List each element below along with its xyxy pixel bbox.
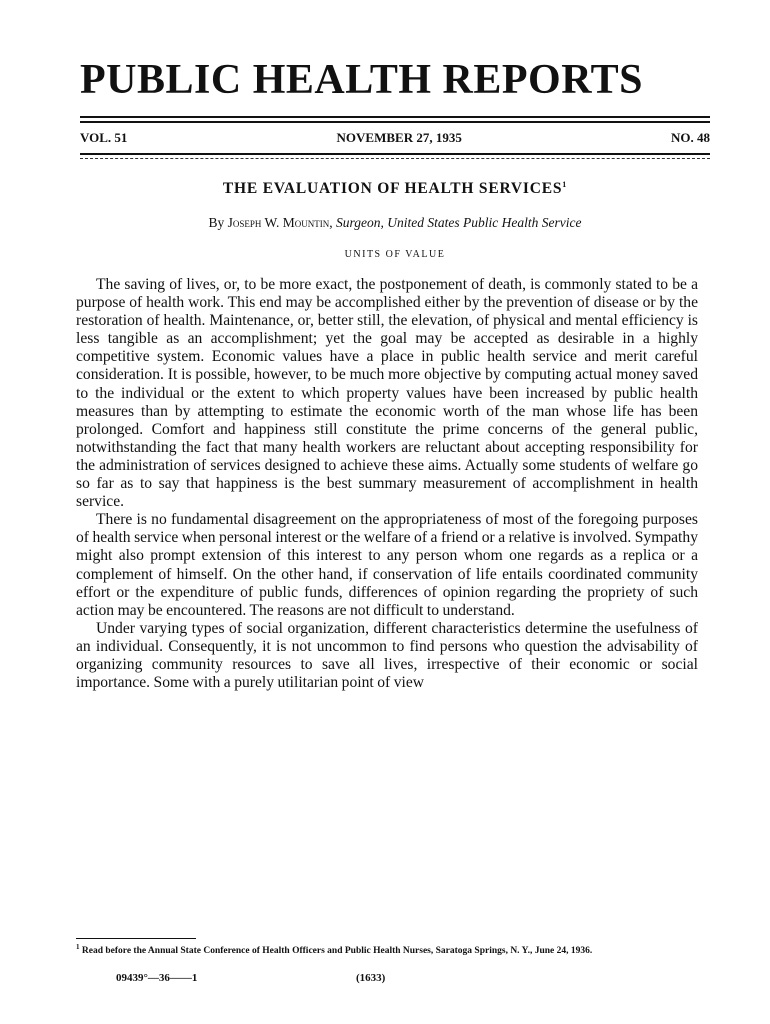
article-body bbox=[76, 276, 698, 692]
issue-date: NOVEMBER 27, 1935 bbox=[336, 130, 462, 145]
paragraph: The saving of lives, or, to be more exact, the postponement of death, is commonly stated to be a purpose of health work. This end may be accomplished either by the prevention of disease or by the restoration of health. Maintenance, or, better still, the elevation, of physical and mental efficiency is less tangible as an accomplishment; yet the goal may be accepted as desirable in a highly competitive system. Economic values have a place in public health service and merit careful consideration. It is possible, however, to be much more objective by computing actual money saved to the individual or the extent to which property values have been increased by public health measures than by attempting to estimate the economic worth of the man whose life has been prolonged. Comfort and happiness still constitute the prime concerns of the general public, notwithstanding the fact that many health workers are reluctant about accepting responsibility for the administration of services designed to achieve these aims. Actually some students of welfare go so far as to say that happiness is the best summary measurement of accomplishment in health service. bbox=[76, 276, 698, 511]
masthead-rule-double bbox=[80, 121, 710, 123]
print-code: 09439°—36——1 bbox=[116, 972, 198, 984]
paragraph: Under varying types of social organization, different characteristics determine the usefulness of an individual. Consequently, it is not uncommon to find persons who question the advisability of organizing community resources to save all lives, irrespective of their economic or social importance. Some with a purely utilitarian point of view bbox=[76, 619, 698, 692]
issue-line bbox=[80, 128, 710, 148]
issue-rule-bottom bbox=[80, 153, 710, 155]
page-folio bbox=[116, 972, 416, 984]
byline bbox=[80, 215, 710, 231]
volume-label: VOL. 51 bbox=[80, 130, 128, 145]
paragraph: There is no fundamental disagreement on the appropriateness of most of the foregoing purposes of health service when personal interest or the welfare of a friend or a relative is involved. Sympathy might also prompt extension of this interest to any person whom one regards as a replica or a complement of himself. On the other hand, if conservation of life entails coordinated community effort or the expenditure of public funds, differences of opinion regarding the propriety of such action may be encountered. The reasons are not difficult to understand. bbox=[76, 511, 698, 619]
byline-prefix: By bbox=[208, 215, 225, 230]
journal-masthead: PUBLIC HEALTH REPORTS bbox=[80, 57, 643, 103]
issue-number: NO. 48 bbox=[670, 130, 710, 145]
footnote-rule bbox=[76, 938, 196, 939]
article-title-text: THE EVALUATION OF HEALTH SERVICES bbox=[222, 180, 563, 198]
footnote-text: Read before the Annual State Conference of Health Officers and Public Health Nurses, Saratoga Springs, N. Y., June 24, 1936. bbox=[81, 946, 593, 957]
masthead-rule-top bbox=[80, 116, 710, 118]
issue-rule-dashed bbox=[80, 158, 710, 159]
page-number: (1633) bbox=[356, 972, 386, 984]
article-title bbox=[80, 180, 710, 198]
section-heading: UNITS OF VALUE bbox=[344, 249, 446, 260]
author-title: Surgeon, United States Public Health Service bbox=[336, 215, 582, 230]
footnote bbox=[76, 940, 700, 958]
footnote-marker: 1 bbox=[76, 943, 80, 951]
author-name: Joseph W. Mountin, bbox=[227, 215, 333, 230]
title-footnote-marker: 1 bbox=[562, 180, 568, 189]
